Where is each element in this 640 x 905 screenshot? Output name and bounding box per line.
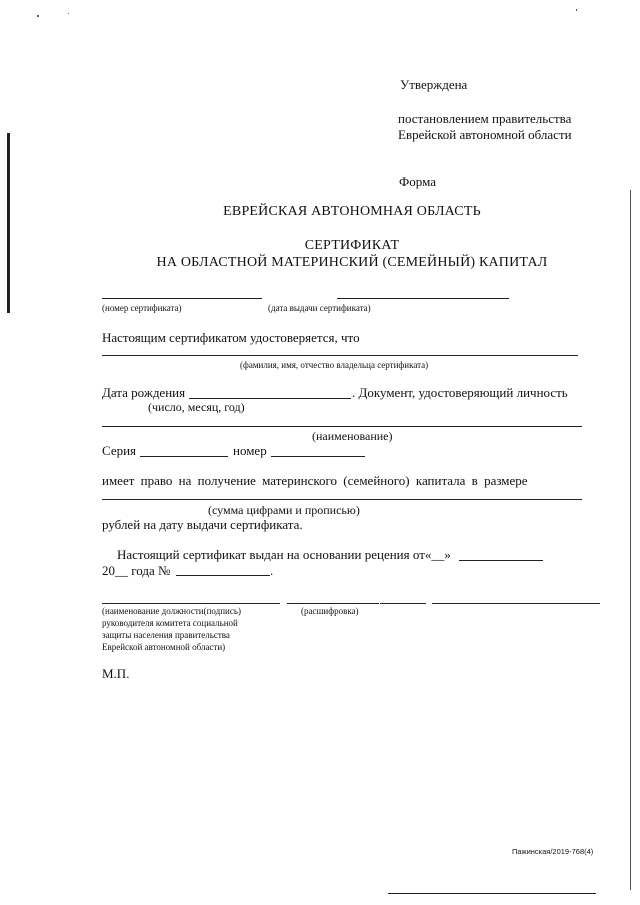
signatory-line-3: защиты населения правительства [102, 630, 230, 640]
signature-line [287, 603, 379, 604]
seal-label: М.П. [102, 666, 130, 681]
scan-speck [68, 13, 69, 14]
dob-label: Дата рождения [102, 385, 186, 400]
owner-line [102, 355, 578, 356]
decryption-line-2 [432, 603, 600, 604]
year-end-dot: . [270, 563, 274, 578]
certificate-title: СЕРТИФИКАТ [304, 238, 400, 253]
amount-hint: (сумма цифрами и прописью) [208, 503, 360, 517]
rubles-text: рублей на дату выдачи сертификата. [102, 517, 303, 532]
scan-speck [37, 15, 39, 17]
bottom-edge-line [388, 893, 596, 894]
number-line [271, 456, 365, 457]
signatory-line-4: Еврейской автономной области) [102, 642, 226, 652]
decryption-line [380, 603, 426, 604]
owner-hint: (фамилия, имя, отчество владельца сертификата) [240, 360, 429, 370]
position-line [102, 603, 280, 604]
decision-number-line [176, 575, 270, 576]
approved-label: Утверждена [400, 77, 468, 92]
series-line [140, 456, 228, 457]
basis-date-line [459, 560, 543, 561]
issue-date-hint: (дата выдачи сертификата) [268, 303, 371, 313]
doc-label: . Документ, удостоверяющий личность [352, 385, 568, 400]
decryption-hint: (расшифровка) [301, 606, 359, 616]
form-label: Форма [399, 174, 436, 189]
dob-line [189, 398, 351, 399]
issue-date-line [337, 298, 509, 299]
certificate-subtitle: НА ОБЛАСТНОЙ МАТЕРИНСКИЙ (СЕМЕЙНЫЙ) КАПИТАЛ [156, 255, 548, 270]
decree-line-2: Еврейской автономной области [398, 127, 572, 142]
right-edge-line [630, 190, 631, 890]
amount-line [102, 499, 582, 500]
signatory-line-2: руководителя комитета социальной [102, 618, 238, 628]
doc-name-line [102, 426, 582, 427]
left-margin-bar [7, 133, 10, 313]
scan-speck [576, 9, 577, 11]
year-number-text: 20__ года № [102, 563, 171, 578]
footer-code: Пажинская/2019-768(4) [512, 847, 594, 856]
series-label: Серия [102, 443, 137, 458]
doc-name-hint: (наименование) [312, 429, 393, 443]
position-hint: (наименование должности(подпись) [102, 606, 241, 616]
certifies-text: Настоящим сертификатом удостоверяется, что [102, 330, 360, 345]
number-label: номер [233, 443, 267, 458]
issued-basis-text: Настоящий сертификат выдан на основании рецения от«__» [117, 547, 451, 562]
dob-hint: (число, месяц, год) [148, 400, 245, 414]
entitled-text: имеет право на получение материнского (семейного) капитала в размере [102, 473, 528, 488]
region-title: ЕВРЕЙСКАЯ АВТОНОМНАЯ ОБЛАСТЬ [223, 204, 481, 219]
cert-number-hint: (номер сертификата) [102, 303, 182, 313]
cert-number-line [102, 298, 262, 299]
decree-line-1: постановлением правительства [398, 111, 572, 126]
